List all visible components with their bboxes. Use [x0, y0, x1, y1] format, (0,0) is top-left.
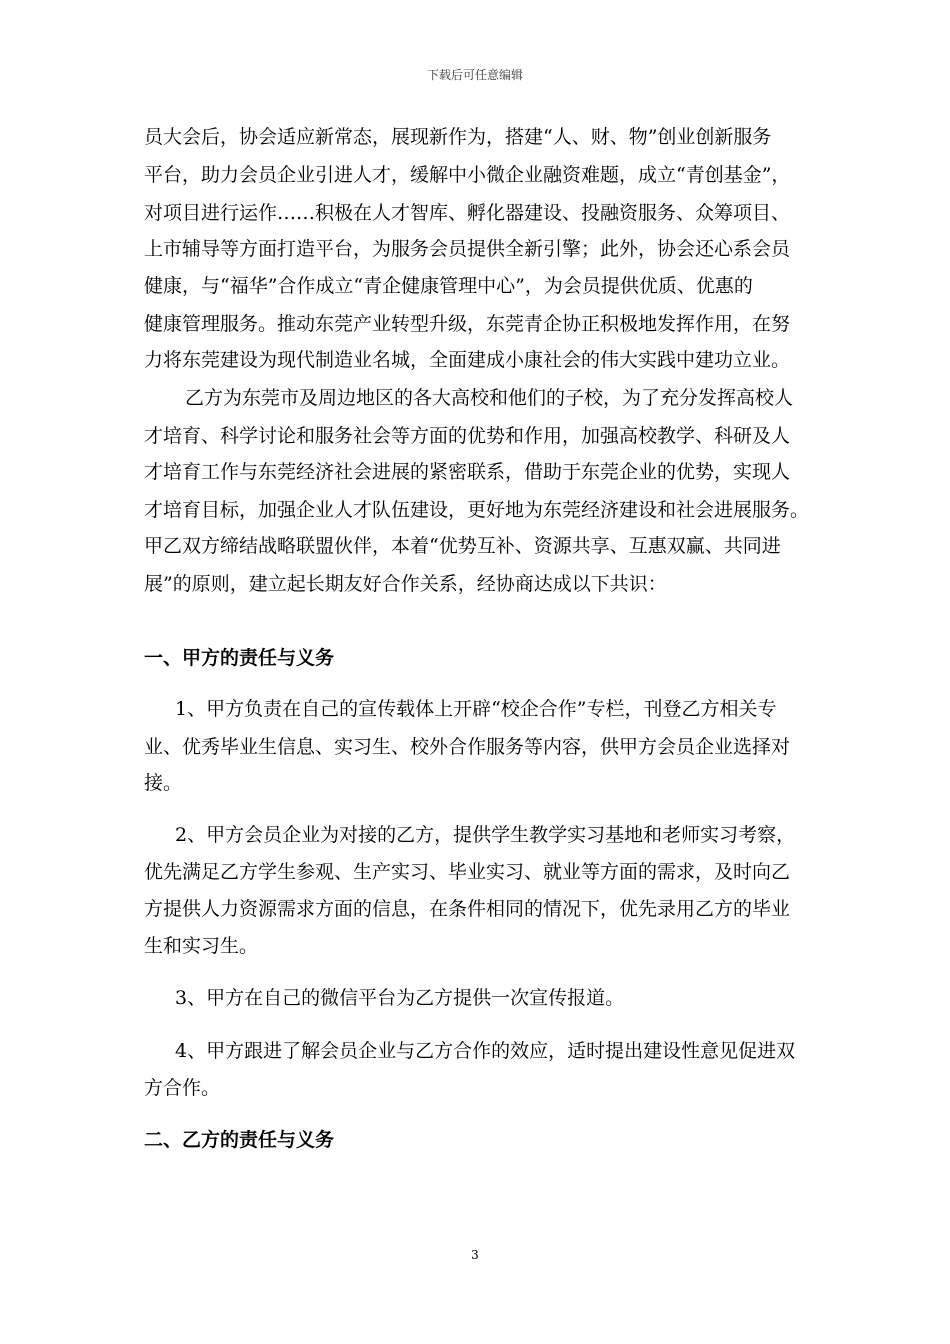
paragraph-line: 健康，与“福华”合作成立“青企健康管理中心”，为会员提供优质、优惠的	[144, 275, 753, 297]
paragraph-line: 才培育目标，加强企业人才队伍建设，更好地为东莞经济建设和社会进展服务。	[144, 499, 810, 521]
paragraph-line: 乙方为东莞市及周边地区的各大高校和他们的子校，为了充分发挥高校人	[185, 387, 794, 409]
paragraph-line: 才培育、科学讨论和服务社会等方面的优势和作用，加强高校教学、科研及人	[144, 425, 791, 447]
section-heading: 一、甲方的责任与义务	[144, 647, 335, 669]
list-item-line: 优先满足乙方学生参观、生产实习、毕业实习、就业等方面的需求，及时向乙	[144, 861, 791, 883]
paragraph-line: 员大会后，协会适应新常态，展现新作为，搭建“人、财、物”创业创新服务	[144, 126, 772, 148]
list-item-line: 生和实习生。	[144, 935, 259, 957]
paragraph-line: 甲乙双方缔结战略联盟伙伴，本着“优势互补、资源共享、互惠双赢、共同进	[144, 535, 781, 557]
page-header: 下载后可任意编辑	[426, 68, 523, 82]
paragraph-line: 上市辅导等方面打造平台，为服务会员提供全新引擎；此外，协会还心系会员	[144, 238, 791, 260]
list-item-line: 4、甲方跟进了解会员企业与乙方合作的效应，适时提出建设性意见促进双	[175, 1040, 796, 1062]
paragraph-line: 对项目进行运作……积极在人才智库、孵化器建设、投融资服务、众筹项目、	[144, 202, 791, 224]
section-heading: 二、乙方的责任与义务	[144, 1129, 335, 1151]
list-item-line: 3、甲方在自己的微信平台为乙方提供一次宣传报道。	[175, 987, 625, 1009]
page-number: 3	[471, 1248, 479, 1262]
list-item-line: 业、优秀毕业生信息、实习生、校外合作服务等内容，供甲方会员企业选择对	[144, 736, 791, 758]
paragraph-line: 力将东莞建设为现代制造业名城，全面建成小康社会的伟大实践中建功立业。	[144, 349, 791, 371]
paragraph-line: 展”的原则，建立起长期友好合作关系，经协商达成以下共识：	[144, 573, 667, 595]
list-item-line: 接。	[144, 772, 183, 794]
list-item-line: 方合作。	[144, 1077, 221, 1099]
list-item-line: 方提供人力资源需求方面的信息，在条件相同的情况下，优先录用乙方的毕业	[144, 898, 791, 920]
paragraph-line: 健康管理服务。推动东莞产业转型升级，东莞青企协正积极地发挥作用，在努	[144, 313, 791, 335]
list-item-line: 1、甲方负责在自己的宣传载体上开辟“校企合作”专栏，刊登乙方相关专	[175, 698, 777, 720]
paragraph-line: 平台，助力会员企业引进人才，缓解中小微企业融资难题，成立“青创基金”，	[144, 164, 791, 186]
list-item-line: 2、甲方会员企业为对接的乙方，提供学生教学实习基地和老师实习考察，	[175, 824, 796, 846]
paragraph-line: 才培育工作与东莞经济社会进展的紧密联系，借助于东莞企业的优势，实现人	[144, 461, 791, 483]
